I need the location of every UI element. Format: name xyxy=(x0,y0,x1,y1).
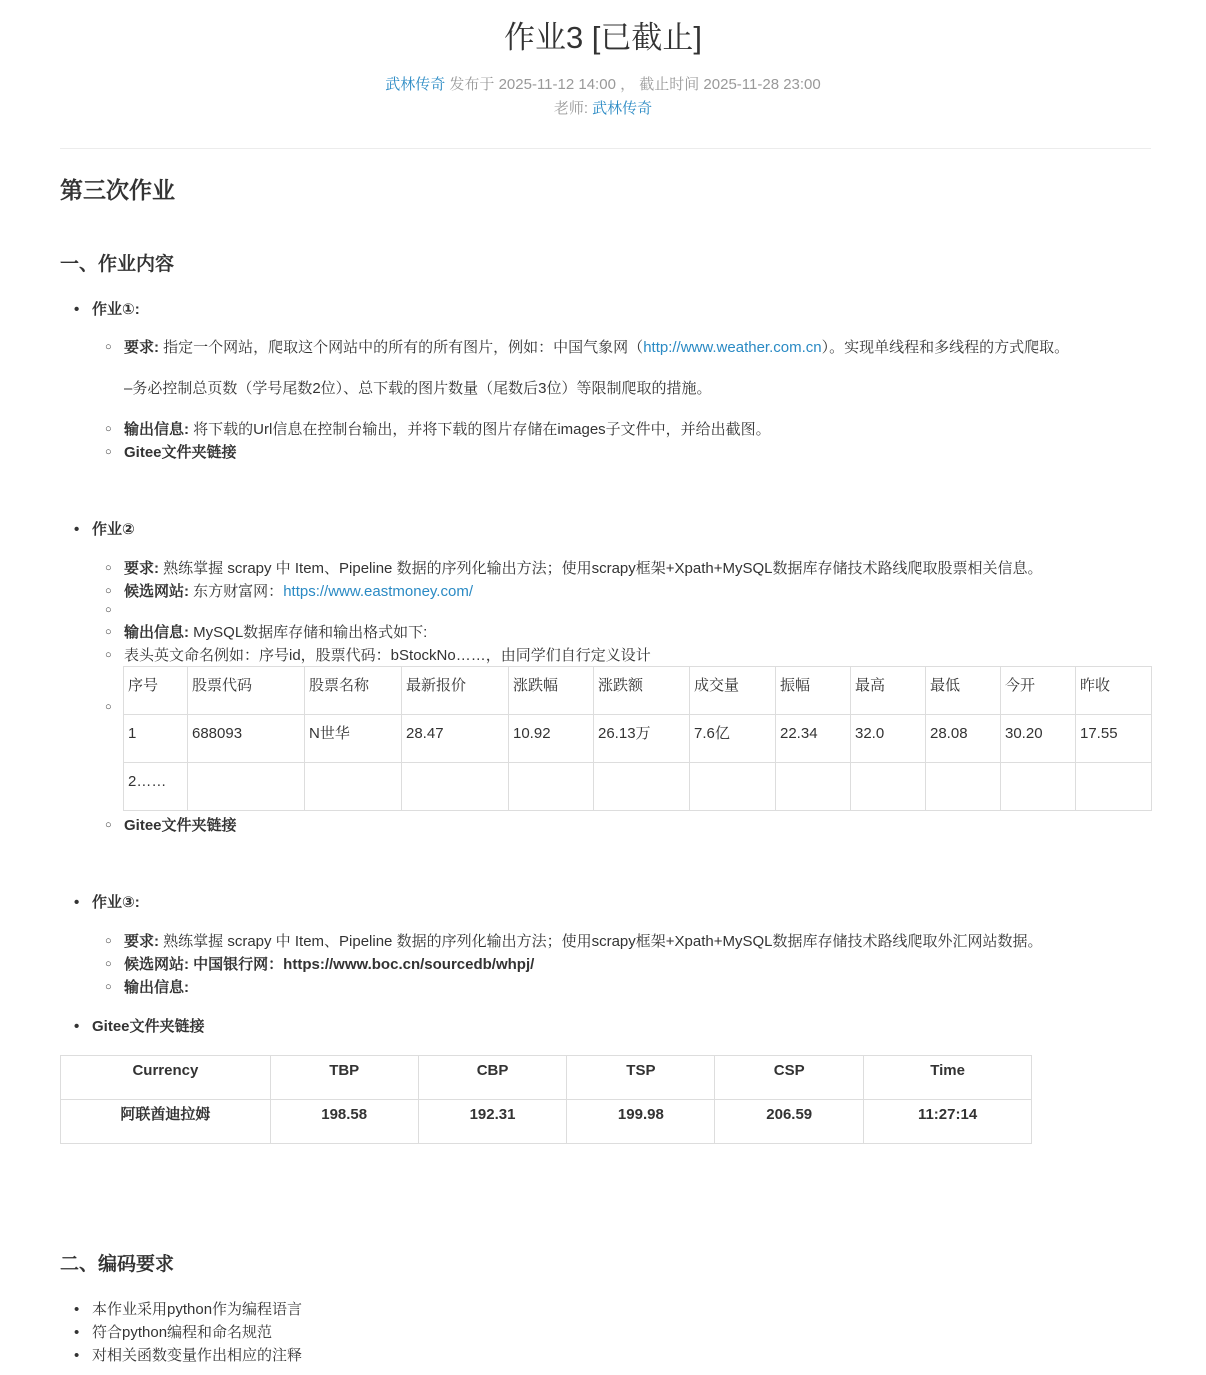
stock-cell: 26.13万 xyxy=(594,715,690,763)
teacher-line xyxy=(0,97,1206,121)
hw1-requirement xyxy=(124,336,1069,359)
section1-title: 一、作业内容 xyxy=(60,254,175,275)
stock-cell: N世华 xyxy=(305,715,402,763)
table-row xyxy=(124,715,1152,763)
hw2-empty-item xyxy=(124,599,134,619)
stock-cell: 30.20 xyxy=(1001,715,1076,763)
hw2-out-label: 输出信息: xyxy=(124,624,189,641)
stock-cell xyxy=(1001,763,1076,811)
stock-cell: 7.6亿 xyxy=(690,715,776,763)
hw3-site-text: 中国银行网：https://www.boc.cn/sourcedb/whpj/ xyxy=(193,956,535,973)
stock-cell: 28.08 xyxy=(926,715,1001,763)
stock-header-cell: 序号 xyxy=(124,667,188,715)
stock-header-cell: 股票代码 xyxy=(188,667,305,715)
fx-header-cell: CSP xyxy=(715,1056,864,1100)
fx-header-cell: Time xyxy=(864,1056,1032,1100)
hw1-output xyxy=(124,418,771,441)
stock-cell: 2…… xyxy=(124,763,188,811)
list-item: • 对相关函数变量作出相应的注释 xyxy=(92,1344,302,1367)
stock-cell: 1 xyxy=(124,715,188,763)
hw2-site xyxy=(124,580,473,603)
page-title: 作业3 [已截止] xyxy=(503,20,703,55)
hw1-note: –务必控制总页数（学号尾数2位）、总下载的图片数量（尾数后3位）等限制爬取的措施。 xyxy=(124,380,712,397)
section2-title: 二、编码要求 xyxy=(60,1254,175,1275)
hw1-out-label: 输出信息: xyxy=(124,421,189,438)
hw2-site-label: 候选网站: xyxy=(124,583,189,600)
stock-header-cell: 最低 xyxy=(926,667,1001,715)
stock-cell: 17.55 xyxy=(1076,715,1152,763)
stock-header-cell: 昨收 xyxy=(1076,667,1152,715)
table-row xyxy=(61,1100,1032,1144)
hw3-site xyxy=(124,953,534,976)
fx-table-header xyxy=(61,1056,1032,1100)
hw3-label: • 作业③: xyxy=(92,891,140,914)
post-meta xyxy=(0,73,1206,121)
hw1-req-tail: ）。实现单线程和多线程的方式爬取。 xyxy=(821,339,1070,356)
stock-cell xyxy=(188,763,305,811)
table-row xyxy=(124,763,1152,811)
header-divider xyxy=(60,148,1151,149)
heading-main: 第三次作业 xyxy=(60,177,175,203)
fx-cell: 11:27:14 xyxy=(864,1100,1032,1144)
hw2-gitee-link[interactable]: ○ Gitee文件夹链接 xyxy=(124,814,237,837)
stock-cell xyxy=(305,763,402,811)
fx-cell: 199.98 xyxy=(567,1100,715,1144)
teacher-link[interactable]: 武林传奇 xyxy=(592,100,653,117)
eastmoney-link[interactable]: https://www.eastmoney.com/ xyxy=(283,583,473,600)
stock-cell xyxy=(1076,763,1152,811)
hw2-label: • 作业② xyxy=(92,518,135,541)
published-time: 发布于 2025-11-12 14:00 ， xyxy=(449,76,636,93)
hw3-site-label: 候选网站: xyxy=(124,956,189,973)
fx-cell: 192.31 xyxy=(418,1100,567,1144)
stock-header-cell: 振幅 xyxy=(776,667,851,715)
fx-table xyxy=(60,1055,1032,1144)
fx-cell: 阿联酋迪拉姆 xyxy=(61,1100,271,1144)
stock-header-cell: 成交量 xyxy=(690,667,776,715)
fx-header-cell: Currency xyxy=(61,1056,271,1100)
stock-cell: 22.34 xyxy=(776,715,851,763)
stock-cell: 10.92 xyxy=(509,715,594,763)
stock-header-cell: 涨跌额 xyxy=(594,667,690,715)
stock-cell xyxy=(690,763,776,811)
stock-cell: 688093 xyxy=(188,715,305,763)
list-item: • 本作业采用python作为编程语言 xyxy=(92,1298,302,1321)
hw1-req-label: 要求: xyxy=(124,339,159,356)
hw2-requirement xyxy=(124,557,1042,580)
list-item: • 符合python编程和命名规范 xyxy=(92,1321,272,1344)
fx-header-cell: CBP xyxy=(418,1056,567,1100)
author-link[interactable]: 武林传奇 xyxy=(385,76,446,93)
stock-cell xyxy=(926,763,1001,811)
stock-table xyxy=(123,666,1152,811)
stock-header-cell: 股票名称 xyxy=(305,667,402,715)
stock-cell: 32.0 xyxy=(851,715,926,763)
hw1-gitee-link[interactable]: ○ Gitee文件夹链接 xyxy=(124,441,237,464)
hw3-gitee-link[interactable]: • Gitee文件夹链接 xyxy=(92,1015,205,1038)
stock-cell: 28.47 xyxy=(402,715,509,763)
hw1-label: • 作业①: xyxy=(92,298,140,321)
stock-cell xyxy=(509,763,594,811)
hw2-out-text: MySQL数据库存储和输出格式如下: xyxy=(193,624,428,641)
hw3-req-label: 要求: xyxy=(124,933,159,950)
fx-header-cell: TBP xyxy=(270,1056,418,1100)
hw3-output-label: ○ 输出信息: xyxy=(124,976,189,999)
hw3-requirement xyxy=(124,930,1042,953)
hw1-req-text: 指定一个网站，爬取这个网站中的所有的所有图片，例如：中国气象网（ xyxy=(163,339,644,356)
hw3-req-text: 熟练掌握 scrapy 中 Item、Pipeline 数据的序列化输出方法；使用scrapy框架+Xpath+MySQL数据库存储技术路线爬取外汇网站数据。 xyxy=(163,933,1043,950)
deadline-time: 截止时间 2025-11-28 23:00 xyxy=(639,76,821,93)
page-header xyxy=(0,0,1206,121)
stock-header-cell: 涨跌幅 xyxy=(509,667,594,715)
stock-header-cell: 最高 xyxy=(851,667,926,715)
fx-cell: 198.58 xyxy=(270,1100,418,1144)
fx-header-cell: TSP xyxy=(567,1056,715,1100)
stock-cell xyxy=(402,763,509,811)
stock-cell xyxy=(851,763,926,811)
hw2-req-label: 要求: xyxy=(124,560,159,577)
teacher-label: 老师: xyxy=(553,100,588,117)
weather-link[interactable]: http://www.weather.com.cn xyxy=(643,339,822,356)
hw2-site-text: 东方财富网： xyxy=(193,583,284,600)
stock-cell xyxy=(776,763,851,811)
hw1-out-text: 将下载的Url信息在控制台输出，并将下载的图片存储在images子文件中，并给出截图。 xyxy=(189,421,771,438)
hw2-output xyxy=(124,621,427,644)
stock-table-header xyxy=(124,667,1152,715)
stock-header-cell: 最新报价 xyxy=(402,667,509,715)
hw2-header-note: ○ 表头英文命名例如：序号id，股票代码：bStockNo……，由同学们自行定义设计 xyxy=(124,644,651,667)
stock-cell xyxy=(594,763,690,811)
fx-cell: 206.59 xyxy=(715,1100,864,1144)
hw2-req-text: 熟练掌握 scrapy 中 Item、Pipeline 数据的序列化输出方法；使用scrapy框架+Xpath+MySQL数据库存储技术路线爬取股票相关信息。 xyxy=(163,560,1043,577)
stock-header-cell: 今开 xyxy=(1001,667,1076,715)
